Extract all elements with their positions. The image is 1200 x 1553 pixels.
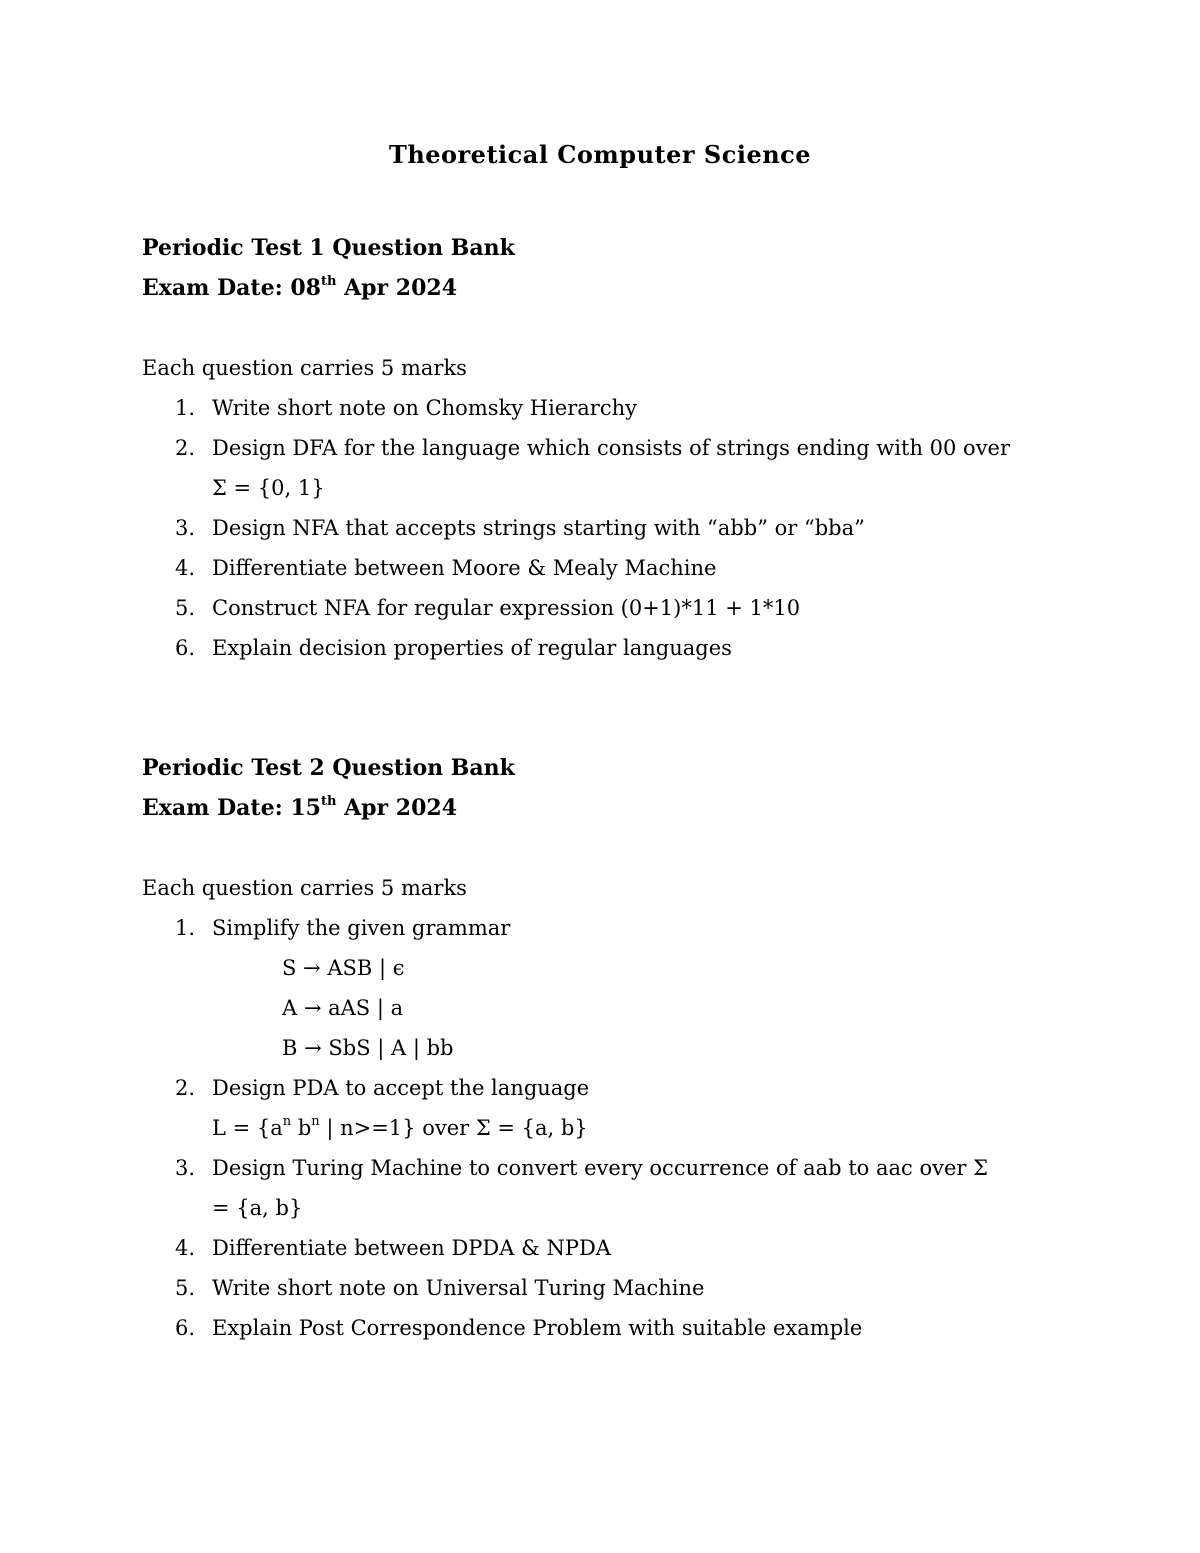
grammar-rule: B → SbS | A | bb [282,1036,454,1060]
question-number: 5. [175,1276,196,1300]
question-text: Simplify the given grammar [212,916,511,940]
exam-date-ordinal: th [320,274,337,289]
question-item [142,1148,1012,1228]
language-definition [212,1108,1012,1148]
question-item [142,1308,1012,1348]
exam-date-ordinal: th [320,794,337,809]
question-item [142,1228,1012,1268]
question-item [142,388,1012,428]
question-text: Write short note on Chomsky Hierarchy [212,396,637,420]
question-number: 2. [175,1076,196,1100]
section-heading: Periodic Test 1 Question Bank [142,235,515,261]
question-number: 4. [175,1236,196,1260]
exam-date [142,268,1042,308]
question-text: Construct NFA for regular expression (0+1)*11 + 1*10 [212,596,801,620]
question-text: Design Turing Machine to convert every occurrence of aab to aac over Σ = {a, b} [212,1156,988,1220]
language-middle: b [291,1116,312,1140]
question-item [142,1068,1012,1148]
question-number: 1. [175,396,196,420]
exam-date-month-year: Apr 2024 [336,275,458,301]
marks-note: Each question carries 5 marks [142,876,467,900]
question-text: Design PDA to accept the language [212,1076,590,1100]
question-item [142,548,1012,588]
question-number: 5. [175,596,196,620]
question-number: 3. [175,1156,196,1180]
question-text: Design DFA for the language which consists of strings ending with 00 over Σ = {0, 1} [212,436,1011,500]
language-prefix: L = {a [212,1116,283,1140]
language-exponent: n [311,1114,320,1129]
document-title: Theoretical Computer Science [388,140,812,169]
question-item [142,908,1012,1068]
section-periodic-test-2 [142,748,1042,1348]
question-text: Explain decision properties of regular languages [212,636,732,660]
question-list [142,388,1042,668]
section-periodic-test-1 [142,228,1042,668]
question-number: 1. [175,916,196,940]
grammar-rules [212,948,1012,1068]
marks-note: Each question carries 5 marks [142,356,467,380]
exam-date-day: Exam Date: 08 [142,275,321,301]
question-text: Write short note on Universal Turing Machine [212,1276,705,1300]
grammar-rule: A → aAS | a [282,996,404,1020]
question-number: 3. [175,516,196,540]
question-number: 2. [175,436,196,460]
exam-date-day: Exam Date: 15 [142,795,321,821]
language-exponent: n [282,1114,292,1129]
question-item [142,428,1012,508]
question-number: 6. [175,1316,196,1340]
exam-date-month-year: Apr 2024 [336,795,458,821]
question-text: Differentiate between DPDA & NPDA [212,1236,611,1260]
question-number: 4. [175,556,196,580]
exam-date [142,788,1042,828]
question-number: 6. [175,636,196,660]
grammar-rule: S → ASB | ϵ [282,956,405,980]
question-text: Design NFA that accepts strings starting with “abb” or “bba” [212,516,865,540]
language-suffix: | n>=1} over Σ = {a, b} [319,1116,588,1140]
section-heading: Periodic Test 2 Question Bank [142,755,515,781]
question-text: Explain Post Correspondence Problem with suitable example [212,1316,863,1340]
question-list [142,908,1042,1348]
question-item [142,628,1012,668]
question-item [142,588,1012,628]
question-text: Differentiate between Moore & Mealy Machine [212,556,717,580]
question-item [142,1268,1012,1308]
question-item [142,508,1012,548]
